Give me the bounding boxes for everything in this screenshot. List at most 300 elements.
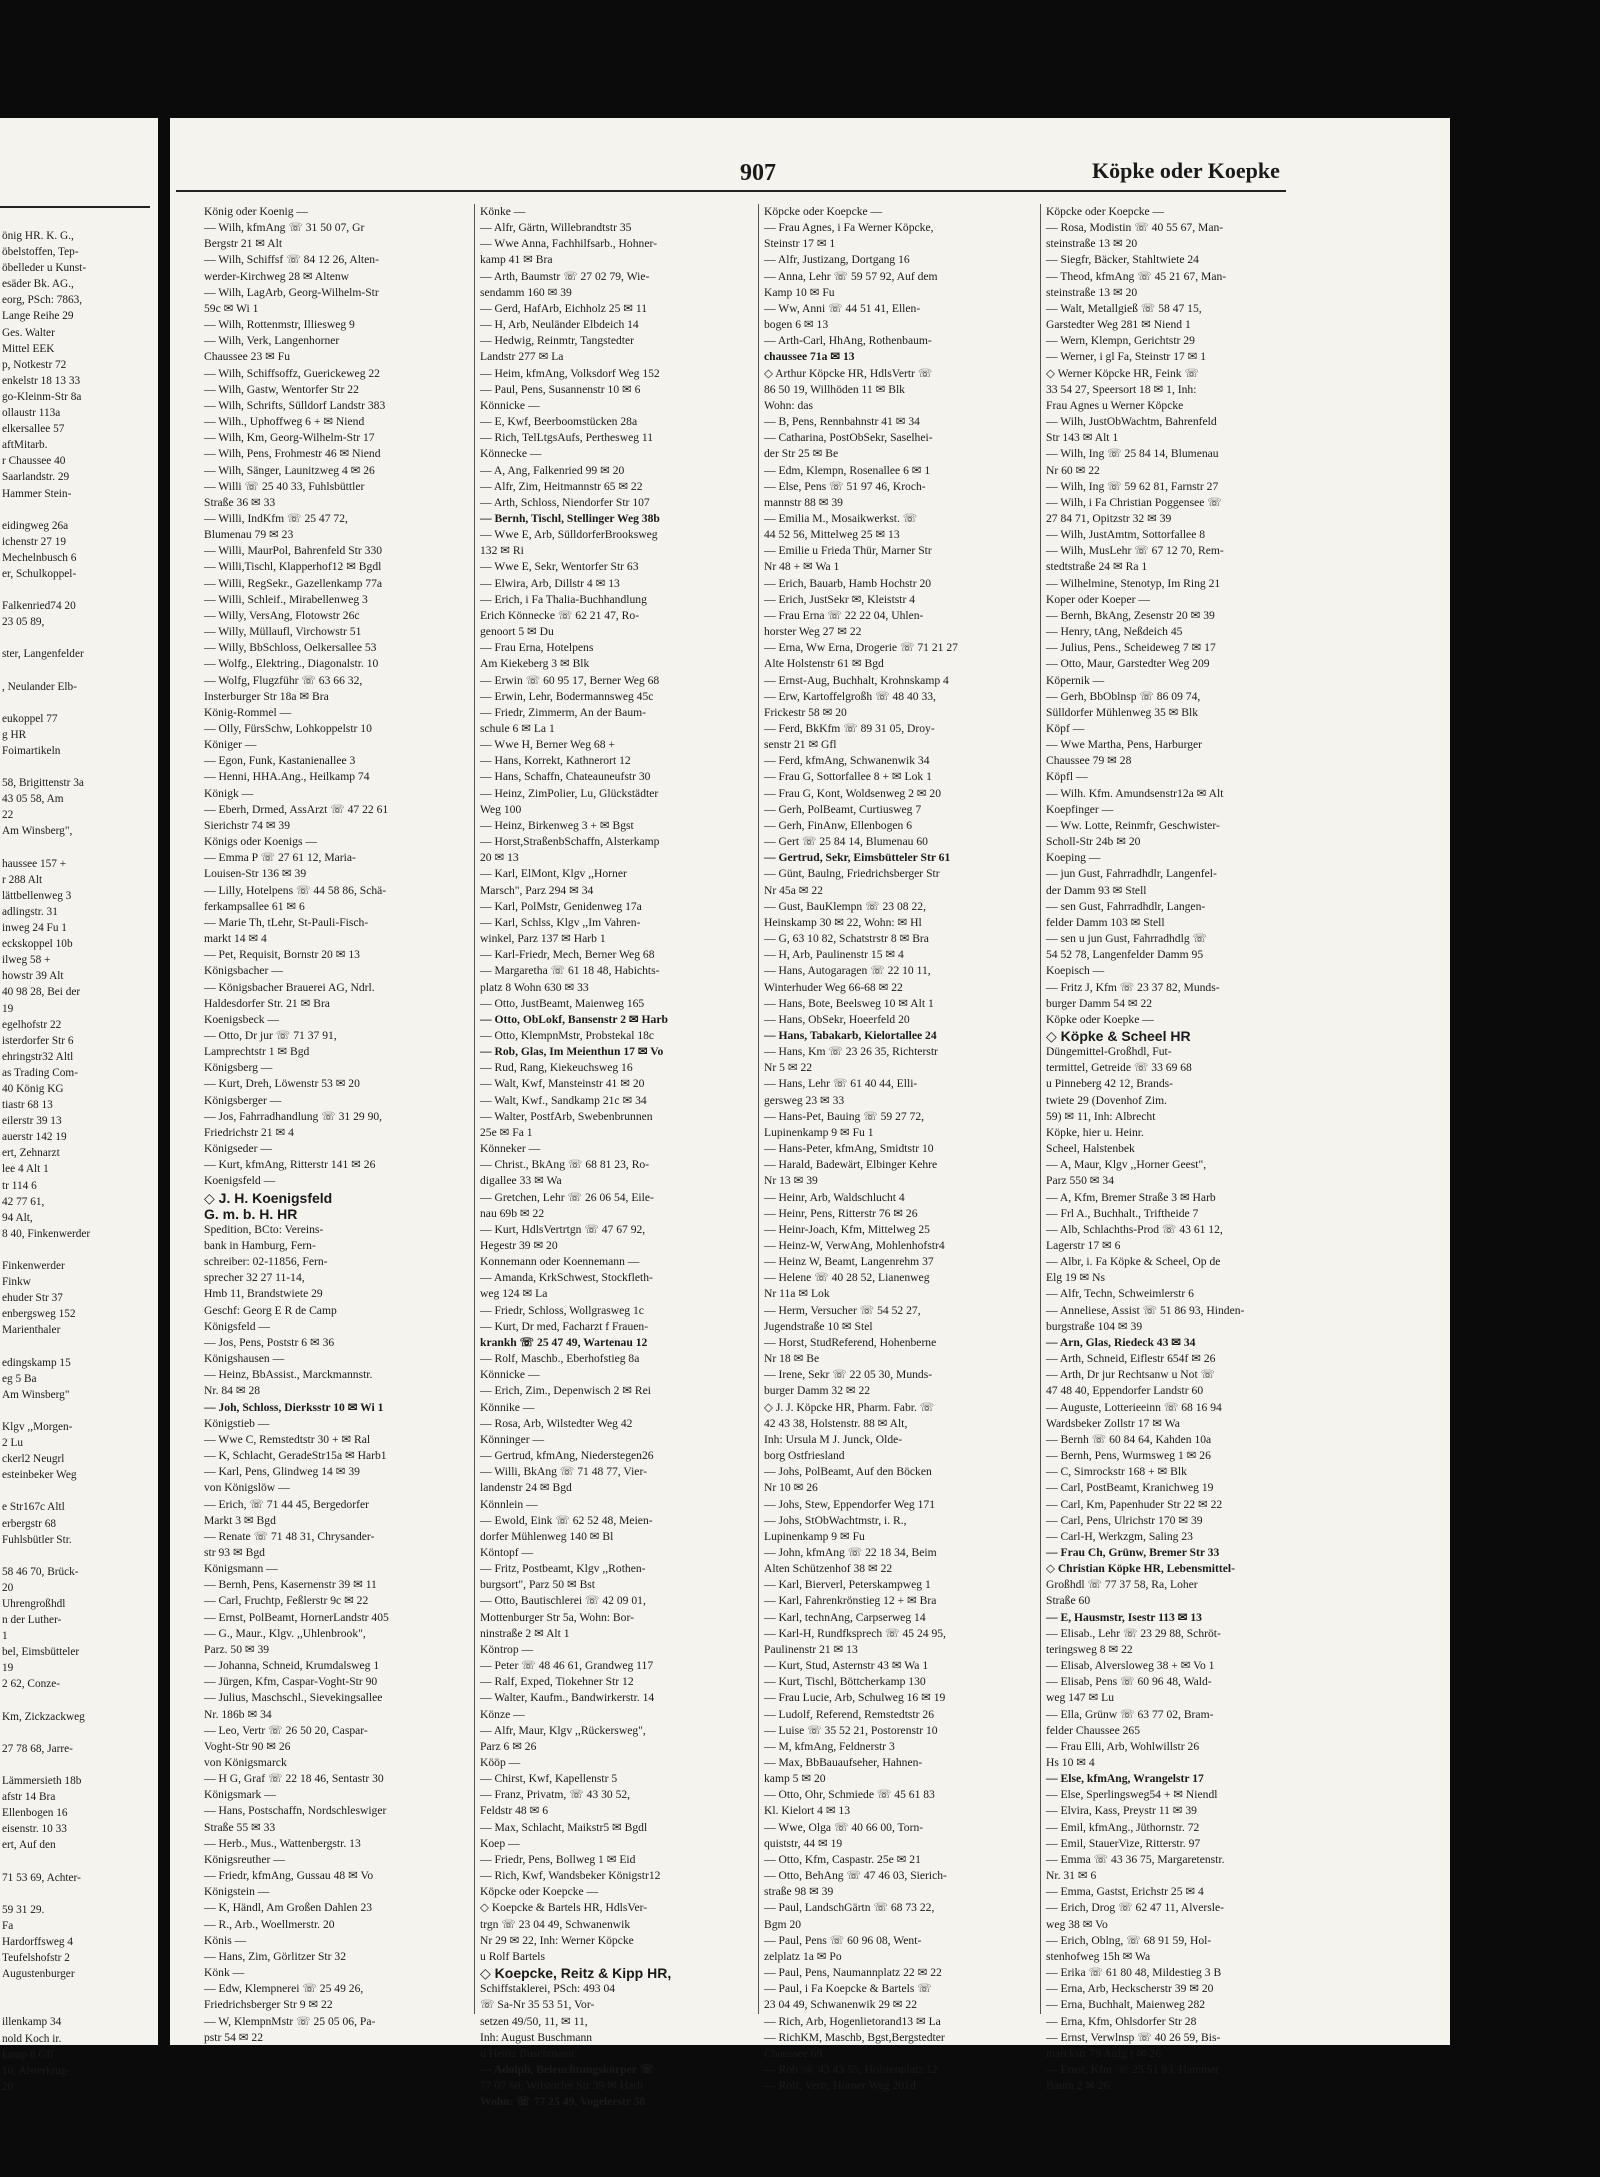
directory-entry-line: — Gretchen, Lehr ☏ 26 06 54, Eile- <box>480 1190 654 1204</box>
previous-page-line: Ellenbogen 16 <box>2 1807 68 1820</box>
directory-entry-line: — Elisab., Lehr ☏ 23 29 88, Schröt- <box>1046 1626 1221 1640</box>
directory-entry-line: — Gust, BauKlempn ☏ 23 08 22, <box>764 899 926 913</box>
directory-entry-line: — Leo, Vertr ☏ 26 50 20, Caspar- <box>204 1723 368 1737</box>
directory-entry-line: — Walt, Metallgieß ☏ 58 47 15, <box>1046 301 1202 315</box>
directory-entry-line: bank in Hamburg, Fern- <box>204 1239 316 1252</box>
directory-entry-line: — Gert ☏ 25 84 14, Blumenau 60 <box>764 835 928 849</box>
directory-entry-line: — Wwe E, Sekr, Wentorfer Str 63 <box>480 560 639 574</box>
directory-entry-line: — Alfr, Zim, Heitmannstr 65 ✉ 22 <box>480 479 643 493</box>
directory-entry-line: nau 69b ✉ 22 <box>480 1206 545 1220</box>
directory-entry-line: — Frau Agnes, i Fa Werner Köpcke, <box>764 221 934 235</box>
previous-page-line <box>2 1693 162 1709</box>
previous-page-line: , Neulander Elb- <box>2 680 77 693</box>
previous-page-line: haussee 157 + <box>2 857 67 870</box>
directory-entry-line: — Alb, Schlachths-Prod ☏ 43 61 12, <box>1046 1222 1223 1236</box>
directory-entry-line: — Wwe, Olga ☏ 40 66 00, Torn- <box>764 1820 924 1834</box>
previous-page-line: 40 König KG <box>2 1082 64 1095</box>
directory-entry-line: — Ww. Lotte, Reinmfr, Geschwister- <box>1046 818 1220 832</box>
directory-entry-line: ◇ Arthur Köpcke HR, HdlsVertr ☏ <box>764 366 933 380</box>
previous-page-line: esteinbeker Weg <box>2 1469 77 1482</box>
directory-entry-line: Könninger — <box>480 1432 545 1446</box>
directory-entry-line: — Siegfr, Bäcker, Stahltwiete 24 <box>1046 253 1199 267</box>
previous-page-line: ert, Zehnarzt <box>2 1147 60 1160</box>
directory-entry-line: — Kurt, Dreh, Löwenstr 53 ✉ 20 <box>204 1077 360 1091</box>
previous-page-line: Foimartikeln <box>2 745 61 757</box>
directory-entry-line: — Gerh, BbOblnsp ☏ 86 09 74, <box>1046 689 1201 703</box>
directory-entry-line: Könnicke — <box>480 398 540 412</box>
directory-entry-line: — Wwe E, Arb, SülldorferBrooksweg <box>480 528 658 542</box>
directory-entry-line: — Erich, Bauarb, Hamb Hochstr 20 <box>764 576 932 590</box>
directory-entry-line: Straße 60 <box>1046 1594 1091 1608</box>
directory-entry-line: — Walter, Kaufm., Bandwirkerstr. 14 <box>480 1691 655 1705</box>
directory-entry-line: Nr 29 ✉ 22, Inh: Werner Köpcke <box>480 1933 634 1947</box>
directory-entry-line: Königk — <box>204 786 254 800</box>
directory-entry-line: — Anneliese, Assist ☏ 51 86 93, Hinden- <box>1046 1303 1245 1317</box>
directory-entry-line: Königsberg — <box>204 1061 273 1075</box>
previous-page-line: go-Kleinm-Str 8a <box>2 390 82 403</box>
directory-entry-line: Elg 19 ✉ Ns <box>1046 1271 1105 1285</box>
directory-entry-line: — Franz, Privatm, ☏ 43 30 52, <box>480 1788 631 1802</box>
directory-entry-line: Könnecke — <box>480 447 542 461</box>
directory-entry-line: — Karl, ElMont, Klgv ,,Horner <box>480 867 627 881</box>
directory-entry-line: — Wern, Klempn, Gerichtstr 29 <box>1046 334 1195 348</box>
directory-entry-line: Köpfl — <box>1046 770 1088 784</box>
directory-entry-line: — Wolfg., Elektring., Diagonalstr. 10 <box>204 657 379 671</box>
directory-entry-line: — Friedr, Zimmerm, An der Baum- <box>480 705 647 719</box>
previous-page-line: g HR <box>2 728 27 741</box>
directory-entry-line: — Frau Lucie, Arb, Schulweg 16 ✉ 19 <box>764 1691 946 1705</box>
directory-entry-line: Königsberger — <box>204 1093 282 1107</box>
directory-entry-line: dorfer Mühlenweg 140 ✉ Bl <box>480 1529 614 1543</box>
directory-entry-line: 25e ✉ Fa 1 <box>480 1125 533 1139</box>
directory-entry-line: Königstein — <box>204 1885 270 1899</box>
directory-entry-line: der Str 25 ✉ Be <box>764 447 839 461</box>
previous-page-line: isterdorfer Str 6 <box>2 1034 74 1047</box>
directory-entry-line: — Gertrud, Sekr, Eimsbütteler Str 61 <box>764 851 951 865</box>
directory-entry-line: schule 6 ✉ La 1 <box>480 722 555 735</box>
directory-entry-line: — Ernst-Aug, Buchhalt, Krohnskamp 4 <box>764 673 949 687</box>
directory-entry-line: Chaussee 79 ✉ 28 <box>1046 754 1132 768</box>
previous-page-line <box>2 1548 162 1564</box>
directory-entry-line: — Karl, Bierverl, Peterskampweg 1 <box>764 1578 931 1592</box>
directory-entry-line: krankh ☏ 25 47 49, Wartenau 12 <box>480 1335 648 1349</box>
previous-page-line: 2 Lu <box>2 1437 24 1450</box>
directory-entry-line: — Willy, BbSchloss, Oelkersallee 53 <box>204 641 377 655</box>
previous-page-line: esäder Bk. AG., <box>2 278 74 291</box>
previous-page-line <box>2 840 162 856</box>
directory-entry-line: u Pinneberg 42 12, Brands- <box>1046 1077 1173 1091</box>
directory-entry-line: — RichKM, Maschb, Bgst,Bergstedter <box>764 2030 945 2044</box>
directory-entry-line: — Hans, Bote, Beelsweg 10 ✉ Alt 1 <box>764 996 934 1010</box>
directory-entry-line: — Ludolf, Referend, Remstedtstr 26 <box>764 1707 935 1721</box>
directory-entry-line: — Alfr, Gärtn, Willebrandtstr 35 <box>480 221 632 235</box>
directory-entry-line: — Frau Ch, Grünw, Bremer Str 33 <box>1046 1545 1220 1559</box>
directory-entry-line: — Hans, Postschaffn, Nordschleswiger <box>204 1804 387 1818</box>
directory-entry-line: Bgm 20 <box>764 1917 802 1931</box>
directory-entry-line: 86 50 19, Willhöden 11 ✉ Blk <box>764 382 905 396</box>
directory-entry-line: — Adolph, Beleuchtungskörper ☏ <box>480 2062 655 2076</box>
directory-entry-line: — Wilh, Schiffsf ☏ 84 12 26, Alten- <box>204 253 379 267</box>
previous-page-line <box>2 1757 162 1773</box>
previous-page-line: 8 40, Finkenwerder <box>2 1227 91 1240</box>
directory-entry-line: — Kurt, Stud, Asternstr 43 ✉ Wa 1 <box>764 1659 929 1673</box>
directory-entry-line: König-Rommel — <box>204 705 292 719</box>
previous-page-line: 2 62, Conze- <box>2 1678 61 1691</box>
previous-page-line: 40 98 28, Bei der <box>2 986 81 999</box>
directory-entry-line: — Erich, i Fa Thalia-Buchhandlung <box>480 592 647 606</box>
directory-entry-line: — Heinr, Pens, Ritterstr 76 ✉ 26 <box>764 1206 918 1220</box>
directory-entry-line: — Erich, Oblng, ☏ 68 91 59, Hol- <box>1046 1933 1212 1947</box>
directory-entry-line: — Willi ☏ 25 40 33, Fuhlsbüttler <box>204 479 365 493</box>
directory-entry-line: — Harald, Badewärt, Elbinger Kehre <box>764 1158 938 1172</box>
directory-entry-line: — Gerd, HafArb, Eichholz 25 ✉ 11 <box>480 301 648 315</box>
directory-entry-line: Hs 10 ✉ 4 <box>1046 1756 1095 1769</box>
directory-entry-line: Könnike — <box>480 1400 535 1414</box>
directory-entry-line: Köpcke oder Koepcke — <box>764 205 883 218</box>
directory-entry-line: Frau Agnes u Werner Köpcke <box>1046 398 1184 412</box>
directory-column-3 <box>764 204 1032 2094</box>
directory-entry-line: steinstraße 13 ✉ 20 <box>1046 285 1138 299</box>
directory-entry-line: — Emma P ☏ 27 61 12, Maria- <box>204 851 356 865</box>
directory-entry-line: — Kurt, HdlsVertrtgn ☏ 47 67 92, <box>480 1222 646 1236</box>
previous-page-line: bel, Eimsbütteler <box>2 1646 80 1659</box>
directory-entry-line: — Max, Schlacht, Maikstr5 ✉ Bgdl <box>480 1820 648 1834</box>
directory-entry-line: — Carl, Km, Papenhuder Str 22 ✉ 22 <box>1046 1497 1223 1511</box>
directory-entry-line: Inh: Ursula M J. Junck, Olde- <box>764 1432 903 1446</box>
directory-entry-line: — Carl, PostBeamt, Kranichweg 19 <box>1046 1481 1214 1495</box>
directory-column-1 <box>204 204 472 2046</box>
previous-page-line: egelhofstr 22 <box>2 1018 62 1031</box>
previous-page-line: öbelleder u Kunst- <box>2 262 87 275</box>
directory-entry-line: Königsreuther — <box>204 1852 285 1866</box>
directory-entry-line: platz 8 Wohn 630 ✉ 33 <box>480 980 589 994</box>
previous-page-line: önig HR. K. G., <box>2 230 74 242</box>
previous-page-line <box>2 1982 162 1998</box>
previous-page-line: 71 53 69, Achter- <box>2 1871 81 1884</box>
directory-entry-line: felder Chaussee 265 <box>1046 1723 1141 1737</box>
directory-entry-line: — Anna, Lehr ☏ 59 57 92, Auf dem <box>764 269 938 283</box>
directory-entry-line: — Frau Erna, Hotelpens <box>480 641 594 655</box>
previous-page-line: ollaustr 113a <box>2 407 61 420</box>
directory-entry-line: — Bernh, Pens, Wurmsweg 1 ✉ 26 <box>1046 1449 1211 1463</box>
directory-entry-line: — Karl-Friedr, Mech, Berner Weg 68 <box>480 948 655 962</box>
directory-entry-line: burgstraße 104 ✉ 39 <box>1046 1319 1143 1333</box>
previous-page-line: 94 Alt, <box>2 1211 33 1224</box>
directory-entry-line: — Heinr, Arb, Waldschlucht 4 <box>764 1190 905 1204</box>
previous-page-line: Fa <box>2 1919 14 1932</box>
directory-entry-line: — Wilhelmine, Stenotyp, Im Ring 21 <box>1046 576 1221 590</box>
directory-entry-line: — Paul, LandschGärtn ☏ 68 73 22, <box>764 1901 935 1915</box>
previous-page-line: auerstr 142 19 <box>2 1131 67 1144</box>
directory-entry-line: — Erika ☏ 61 80 48, Mildestieg 3 B <box>1046 1966 1222 1980</box>
directory-entry-line: ferkampsallee 61 ✉ 6 <box>204 899 305 913</box>
directory-entry-line: Könnlein — <box>480 1497 538 1511</box>
directory-entry-line: senstr 21 ✉ Gfl <box>764 738 837 752</box>
directory-entry-line: — Otto, Kfm, Caspastr. 25e ✉ 21 <box>764 1852 921 1866</box>
previous-page-line: 42 77 61, <box>2 1195 45 1208</box>
previous-page-line: 27 78 68, Jarre- <box>2 1742 73 1755</box>
directory-entry-line: — Heinz-W, VerwAng, Mohlenhofstr4 <box>764 1239 945 1252</box>
directory-entry-line: kamp 41 ✉ Bra <box>480 253 553 267</box>
directory-entry-line: Nr 5 ✉ 22 <box>764 1061 813 1075</box>
previous-page-line: Am Winsberg", <box>2 825 73 838</box>
previous-page-line <box>2 1725 162 1741</box>
directory-entry-line: — Wilh, Pens, Frohmestr 46 ✉ Niend <box>204 447 381 461</box>
previous-page-line: 58 46 70, Brück- <box>2 1565 79 1578</box>
directory-entry-line: ◇ J. J. Köpcke HR, Pharm. Fabr. ☏ <box>764 1400 935 1414</box>
directory-entry-line: Nr 45a ✉ 22 <box>764 883 823 897</box>
directory-entry-line: — Bernh ☏ 60 84 64, Kahden 10a <box>1046 1432 1212 1446</box>
directory-entry-line: Am Kiekeberg 3 ✉ Blk <box>480 657 590 671</box>
directory-entry-line: — Rolf, Maschb., Eberhofstieg 8a <box>480 1352 640 1366</box>
previous-page-line: 1 <box>2 1630 8 1643</box>
directory-entry-line: Hegestr 39 ✉ 20 <box>480 1239 558 1252</box>
directory-entry-line: — Fritz, Postbeamt, Klgv ,,Rothen- <box>480 1562 646 1576</box>
directory-entry-line: — Hans, Lehr ☏ 61 40 44, Elli- <box>764 1077 918 1091</box>
directory-entry-line: Nr 13 ✉ 39 <box>764 1174 818 1188</box>
directory-entry-line: — Ferd, kfmAng, Schwanenwik 34 <box>764 754 930 768</box>
previous-page-line: 59 31 29. <box>2 1903 45 1916</box>
directory-entry-line: — Willi,Tischl, Klapperhof12 ✉ Bgdl <box>204 560 382 574</box>
directory-entry-line: — Ella, Grünw ☏ 63 77 02, Bram- <box>1046 1707 1214 1721</box>
directory-entry-line: — K, Schlacht, GeradeStr15a ✉ Harb1 <box>204 1449 387 1463</box>
directory-entry-line: Königsbacher — <box>204 964 283 978</box>
directory-entry-line: — Walt, Kwf., Sandkamp 21c ✉ 34 <box>480 1093 647 1107</box>
directory-entry-line: — Henni, HHA.Ang., Heilkamp 74 <box>204 770 370 784</box>
directory-entry-line: Wohn: ☏ 77 25 49, Vogelerstr 58 <box>480 2095 646 2109</box>
directory-entry-line: 42 43 38, Holstenstr. 88 ✉ Alt, <box>764 1416 908 1430</box>
directory-entry-line: ◇ Christian Köpke HR, Lebensmittel- <box>1046 1562 1235 1576</box>
directory-entry-line: — Erich, ☏ 71 44 45, Bergedorfer <box>204 1497 369 1511</box>
directory-entry-line: ninstraße 2 ✉ Alt 1 <box>480 1626 570 1640</box>
directory-entry-line: — Wilh, Schiffsoffz, Guerickeweg 22 <box>204 366 380 380</box>
directory-entry-line: — Ernst, PolBeamt, HornerLandstr 405 <box>204 1610 389 1624</box>
directory-entry-line: — Heim, kfmAng, Volksdorf Weg 152 <box>480 366 660 380</box>
previous-page-line: ilweg 58 + <box>2 954 51 967</box>
directory-entry-line: — Wwe H, Berner Weg 68 + <box>480 738 615 752</box>
directory-entry-line: — Gerh, FinAnw, Ellenbogen 6 <box>764 818 913 832</box>
directory-entry-line: — Rich, TelLtgsAufs, Perthesweg 11 <box>480 431 654 445</box>
directory-entry-line: — Otto, Maur, Garstedter Weg 209 <box>1046 657 1210 671</box>
directory-entry-line: — Gertrud, kfmAng, Niederstegen26 <box>480 1449 654 1463</box>
directory-entry-line: winkel, Parz 137 ✉ Harb 1 <box>480 932 606 946</box>
previous-page-line: tr 114 6 <box>2 1179 37 1192</box>
directory-entry-line: Marsch", Parz 294 ✉ 34 <box>480 883 594 897</box>
directory-entry-line: Lupinenkamp 9 ✉ Fu 1 <box>764 1125 874 1139</box>
directory-entry-line: — Ww, Anni ☏ 44 51 41, Ellen- <box>764 301 921 315</box>
previous-page-line: elkersallee 57 <box>2 423 65 436</box>
previous-page-line: ckerl2 Neugrl <box>2 1453 65 1466</box>
directory-entry-line: Düngemittel-Großhdl, Fut- <box>1046 1045 1172 1059</box>
directory-entry-line: — Königsbacher Brauerei AG, Ndrl. <box>204 980 375 994</box>
previous-page-line: lee 4 Alt 1 <box>2 1163 49 1176</box>
directory-entry-line: — Margaretha ☏ 61 18 48, Habichts- <box>480 964 660 978</box>
directory-entry-line: Garstedter Weg 281 ✉ Niend 1 <box>1046 318 1191 332</box>
directory-entry-line: — Irene, Sekr ☏ 22 05 30, Munds- <box>764 1368 933 1382</box>
directory-entry-line: — Else, Sperlingsweg54 + ✉ Niendl <box>1046 1788 1218 1802</box>
directory-entry-line: Baum 2 ✉ 26 <box>1046 2079 1110 2093</box>
directory-entry-line: — Carl-H, Werkzgm, Saling 23 <box>1046 1529 1193 1543</box>
directory-entry-line: — Emilia M., Mosaikwerkst. ☏ <box>764 511 918 525</box>
directory-entry-line: — Friedr, kfmAng, Gussau 48 ✉ Vo <box>204 1869 374 1883</box>
directory-entry-line: sprecher 32 27 11-14, <box>204 1271 305 1285</box>
directory-entry-line: Königsfeld — <box>204 1319 271 1333</box>
directory-entry-line: — Erw, Kartoffelgroßh ☏ 48 40 33, <box>764 689 936 703</box>
directory-entry-line: Alte Holstenstr 61 ✉ Bgd <box>764 657 884 671</box>
directory-entry-line: — Arth, Schloss, Niendorfer Str 107 <box>480 495 650 509</box>
directory-entry-line: landenstr 24 ✉ Bgd <box>480 1481 572 1495</box>
directory-entry-line: 44 52 56, Mittelweg 25 ✉ 13 <box>764 528 900 542</box>
directory-entry-line: — Hans-Pet, Bauing ☏ 59 27 72, <box>764 1109 925 1123</box>
directory-entry-line: Könneker — <box>480 1142 541 1156</box>
directory-entry-line: — Wilh, Rottenmstr, Illiesweg 9 <box>204 318 355 332</box>
directory-entry-line: Haldesdorfer Str. 21 ✉ Bra <box>204 996 330 1010</box>
directory-entry-line: Koenigsbeck — <box>204 1012 280 1026</box>
directory-entry-line: — Ernst, Verwlnsp ☏ 40 26 59, Bis- <box>1046 2030 1221 2044</box>
directory-entry-line: — Wilh, JustAmtm, Sottorfallee 8 <box>1046 528 1206 542</box>
directory-entry-line: twiete 29 (Dovenhof Zim. <box>1046 1093 1168 1107</box>
directory-entry-line: — Rosa, Arb, Wilstedter Weg 42 <box>480 1416 633 1430</box>
previous-page-line: er, Schulkoppel- <box>2 567 77 580</box>
previous-page-line: Km, Zickzackweg <box>2 1710 85 1723</box>
previous-page-line <box>2 1853 162 1869</box>
directory-entry-line: — Kurt, Tischl, Böttcherkamp 130 <box>764 1675 926 1689</box>
directory-entry-line: — Frau G, Sottorfallee 8 + ✉ Lok 1 <box>764 770 932 784</box>
previous-page-line <box>2 1338 162 1354</box>
previous-page-line: ichenstr 27 19 <box>2 535 67 548</box>
directory-entry-line: weg 124 ✉ La <box>480 1287 548 1301</box>
previous-page-line: eidingweg 26a <box>2 519 69 532</box>
directory-entry-line: ◇ Koepcke, Reitz & Kipp HR, <box>480 1965 672 1982</box>
directory-entry-line: — Walt, Kwf, Mansteinstr 41 ✉ 20 <box>480 1077 645 1091</box>
directory-entry-line: Koper oder Koeper — <box>1046 592 1150 606</box>
directory-entry-line: — Hedwig, Reinmtr, Tangstedter <box>480 334 635 348</box>
directory-entry-line: Sierichstr 74 ✉ 39 <box>204 818 291 832</box>
directory-entry-line: ◇ J. H. Koenigsfeld <box>204 1189 333 1206</box>
directory-entry-line: — Heinz, BbAssist., Marckmannstr. <box>204 1368 373 1382</box>
directory-entry-line: 33 54 27, Speersort 18 ✉ 1, Inh: <box>1046 382 1197 396</box>
directory-entry-line: — B, Pens, Rennbahnstr 41 ✉ 34 <box>764 415 920 429</box>
previous-page-line: p, Notkestr 72 <box>2 358 67 371</box>
directory-entry-line: — Wilh, LagArb, Georg-Wilhelm-Str <box>204 285 379 299</box>
directory-entry-line: weg 147 ✉ Lu <box>1046 1691 1114 1705</box>
directory-entry-line: chaussee 71a ✉ 13 <box>764 350 855 364</box>
directory-entry-line: pstr 54 ✉ 22 <box>204 2030 263 2044</box>
directory-entry-line: — Wilh, Gastw, Wentorfer Str 22 <box>204 382 359 396</box>
directory-entry-line: Koepisch — <box>1046 964 1105 978</box>
directory-entry-line: — C, Simrockstr 168 + ✉ Blk <box>1046 1465 1187 1479</box>
directory-entry-line: Erich Könnecke ☏ 62 21 47, Ro- <box>480 608 640 622</box>
directory-entry-line: — Johs, Stew, Eppendorfer Weg 171 <box>764 1497 936 1511</box>
previous-page-line <box>2 1886 162 1902</box>
directory-entry-line: — Frau Erna ☏ 22 22 04, Uhlen- <box>764 608 924 622</box>
previous-page-line <box>2 663 162 679</box>
previous-page-line: Fuhlsbütler Str. <box>2 1533 72 1546</box>
directory-entry-line: Könze — <box>480 1707 525 1721</box>
directory-entry-line: — Arth, Baumstr ☏ 27 02 79, Wie- <box>480 269 650 283</box>
directory-entry-line: — Willi, IndKfm ☏ 25 47 72, <box>204 511 348 525</box>
directory-entry-line: Nr 60 ✉ 22 <box>1046 463 1100 477</box>
directory-entry-line: Königstieb — <box>204 1416 270 1430</box>
column-divider <box>758 204 759 2014</box>
previous-page-line: erbergstr 68 <box>2 1517 57 1530</box>
directory-entry-line: — Christ., BkAng ☏ 68 81 23, Ro- <box>480 1158 650 1172</box>
directory-entry-line: Kl. Kielort 4 ✉ 13 <box>764 1804 851 1818</box>
previous-page-line: Finkw <box>2 1276 31 1289</box>
previous-page-line: n der Luther- <box>2 1614 62 1627</box>
directory-entry-line: — Helene ☏ 40 28 52, Lianenweg <box>764 1271 930 1285</box>
directory-entry-line: — Wilh, Ing ☏ 59 62 81, Farnstr 27 <box>1046 479 1219 493</box>
directory-entry-line: — Carl, Pens, Ulrichstr 170 ✉ 39 <box>1046 1513 1203 1527</box>
previous-page-line: 20 <box>2 1581 14 1594</box>
directory-entry-line: Königshausen — <box>204 1352 285 1366</box>
directory-entry-line: — Willi, MaurPol, Bahrenfeld Str 330 <box>204 544 383 558</box>
directory-entry-line: — Johanna, Schneid, Krumdalsweg 1 <box>204 1659 380 1673</box>
directory-entry-line: 54 52 78, Langenfelder Damm 95 <box>1046 948 1204 962</box>
directory-entry-line: Königer — <box>204 738 257 752</box>
directory-entry-line: — Otto, Dr jur ☏ 71 37 91, <box>204 1028 337 1042</box>
directory-entry-line: — Gerh, PolBeamt, Curtiusweg 7 <box>764 802 922 816</box>
directory-entry-line: — Alfr, Techn, Schweimlerstr 6 <box>1046 1287 1194 1301</box>
directory-entry-line: stedtstraße 24 ✉ Ra 1 <box>1046 560 1148 574</box>
directory-entry-line: 59c ✉ Wi 1 <box>204 301 259 315</box>
directory-entry-line: von Königsmarck <box>204 1756 287 1769</box>
directory-entry-line: — Theod, kfmAng ☏ 45 21 67, Man- <box>1046 269 1227 283</box>
directory-entry-line: — Frl A., Buchhalt., Triftheide 7 <box>1046 1206 1199 1220</box>
directory-entry-line: u Rolf Bartels <box>480 1949 546 1963</box>
directory-entry-line: der Damm 93 ✉ Stell <box>1046 883 1147 897</box>
directory-entry-line: straße 98 ✉ 39 <box>764 1885 834 1899</box>
directory-entry-line: — Kurt, kfmAng, Ritterstr 141 ✉ 26 <box>204 1158 376 1172</box>
directory-entry-line: Voght-Str 90 ✉ 26 <box>204 1739 291 1753</box>
directory-entry-line: — Jos, Fahrradhandlung ☏ 31 29 90, <box>204 1109 383 1123</box>
directory-entry-line: — A, Maur, Klgv ,,Horner Geest", <box>1046 1158 1207 1172</box>
directory-entry-line: Schiffstaklerei, PSch: 493 04 <box>480 1982 616 1996</box>
directory-entry-line: — Henry, tAng, Neßdeich 45 <box>1046 625 1183 639</box>
directory-entry-line: — Heinz W, Beamt, Langenrehm 37 <box>764 1255 934 1269</box>
directory-entry-line: — Horst, StudReferend, Hohenberne <box>764 1335 937 1349</box>
previous-page-line: Lämmersieth 18b <box>2 1775 82 1787</box>
previous-page-column <box>2 228 162 2095</box>
previous-page-line <box>2 759 162 775</box>
directory-entry-line: — Emil, StauerVize, Ritterstr. 97 <box>1046 1836 1201 1850</box>
directory-entry-line: — Frau Elli, Arb, Wohlwillstr 26 <box>1046 1739 1200 1753</box>
directory-entry-line: — Günt, Baulng, Friedrichsberger Str <box>764 867 940 881</box>
directory-entry-line: zelplatz 1a ✉ Po <box>764 1949 842 1963</box>
directory-entry-line: — Emma, Gastst, Erichstr 25 ✉ 4 <box>1046 1885 1204 1899</box>
directory-entry-line: — Walter, PostfArb, Swebenbrunnen <box>480 1109 653 1123</box>
directory-entry-line: Heinskamp 30 ✉ 22, Wohn: ✉ Hl <box>764 915 922 929</box>
directory-entry-line: — Chirst, Kwf, Kapellenstr 5 <box>480 1772 618 1786</box>
previous-page-line: eg 5 Ba <box>2 1372 37 1385</box>
directory-entry-line: Feldstr 48 ✉ 6 <box>480 1804 549 1818</box>
directory-entry-line: Koep — <box>480 1836 520 1850</box>
previous-page-line: e Str167c Altl <box>2 1501 65 1514</box>
previous-page-fragment <box>0 118 158 2093</box>
directory-entry-line: — Ewold, Eink ☏ 62 52 48, Meien- <box>480 1513 653 1527</box>
directory-entry-line: König oder Koenig — <box>204 205 309 218</box>
directory-entry-line: werder-Kirchweg 28 ✉ Altenw <box>204 269 350 283</box>
directory-entry-line: — Willi, RegSekr., Gazellenkamp 77a <box>204 576 383 590</box>
directory-entry-line: quiststr, 44 ✉ 19 <box>764 1836 843 1850</box>
previous-page-line: edingskamp 15 <box>2 1356 71 1369</box>
previous-page-line: Saarlandstr. 29 <box>2 471 70 484</box>
directory-entry-line: bogen 6 ✉ 13 <box>764 318 829 332</box>
directory-entry-line: Geschf: Georg E R de Camp <box>204 1303 337 1317</box>
directory-entry-line: — Wilh, JustObWachtm, Bahrenfeld <box>1046 415 1217 429</box>
directory-entry-line: — W, KlempnMstr ☏ 25 05 06, Pa- <box>204 2014 376 2028</box>
directory-entry-line: 47 48 40, Eppendorfer Landstr 60 <box>1046 1384 1204 1398</box>
